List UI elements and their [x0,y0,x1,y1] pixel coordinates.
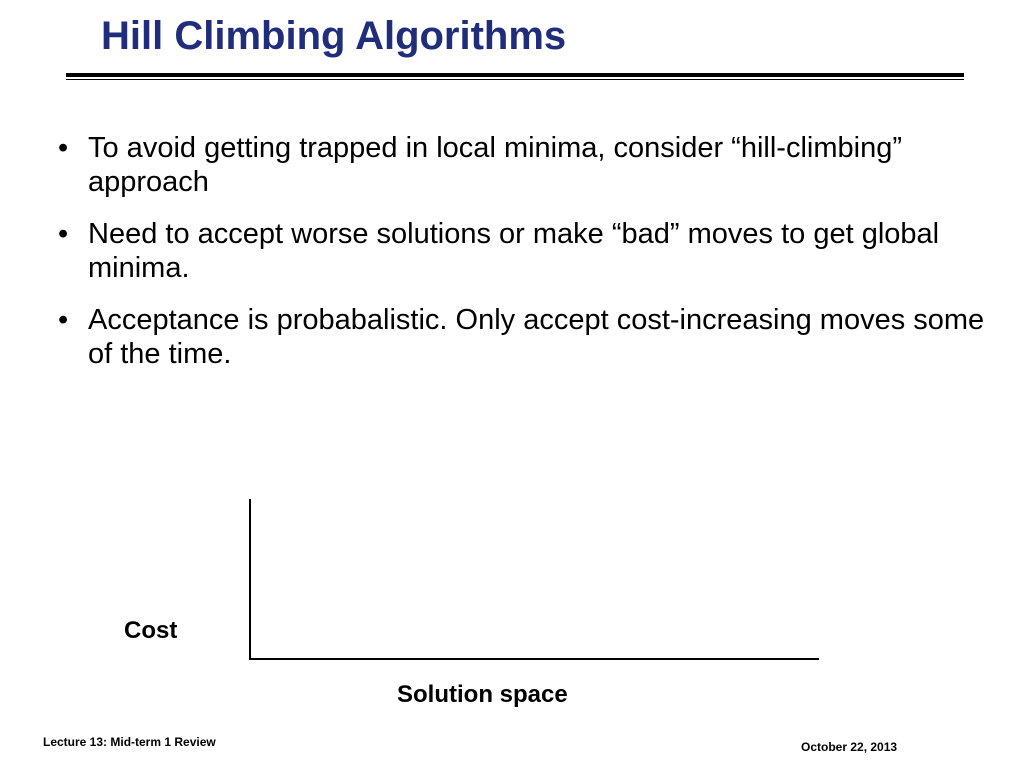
x-axis-label: Solution space [397,681,568,708]
footer-lecture: Lecture 13: Mid-term 1 Review [43,735,216,749]
slide-title: Hill Climbing Algorithms [101,14,567,58]
bullet-icon: • [58,132,69,164]
bullet-text: Need to accept worse solutions or make “bad” moves to get global minima. [88,218,940,284]
bullet-text: Acceptance is probabalistic. Only accept cost-increasing moves some of the time. [88,304,985,370]
y-axis-label: Cost [124,617,178,644]
bullet-text: To avoid getting trapped in local minima, consider “hill-climbing” approach [88,132,902,198]
x-axis-line [249,658,819,660]
y-axis-line [249,499,251,660]
footer-date: October 22, 2013 [801,740,898,754]
bullet-icon: • [58,218,69,250]
bullet-icon: • [58,304,69,336]
